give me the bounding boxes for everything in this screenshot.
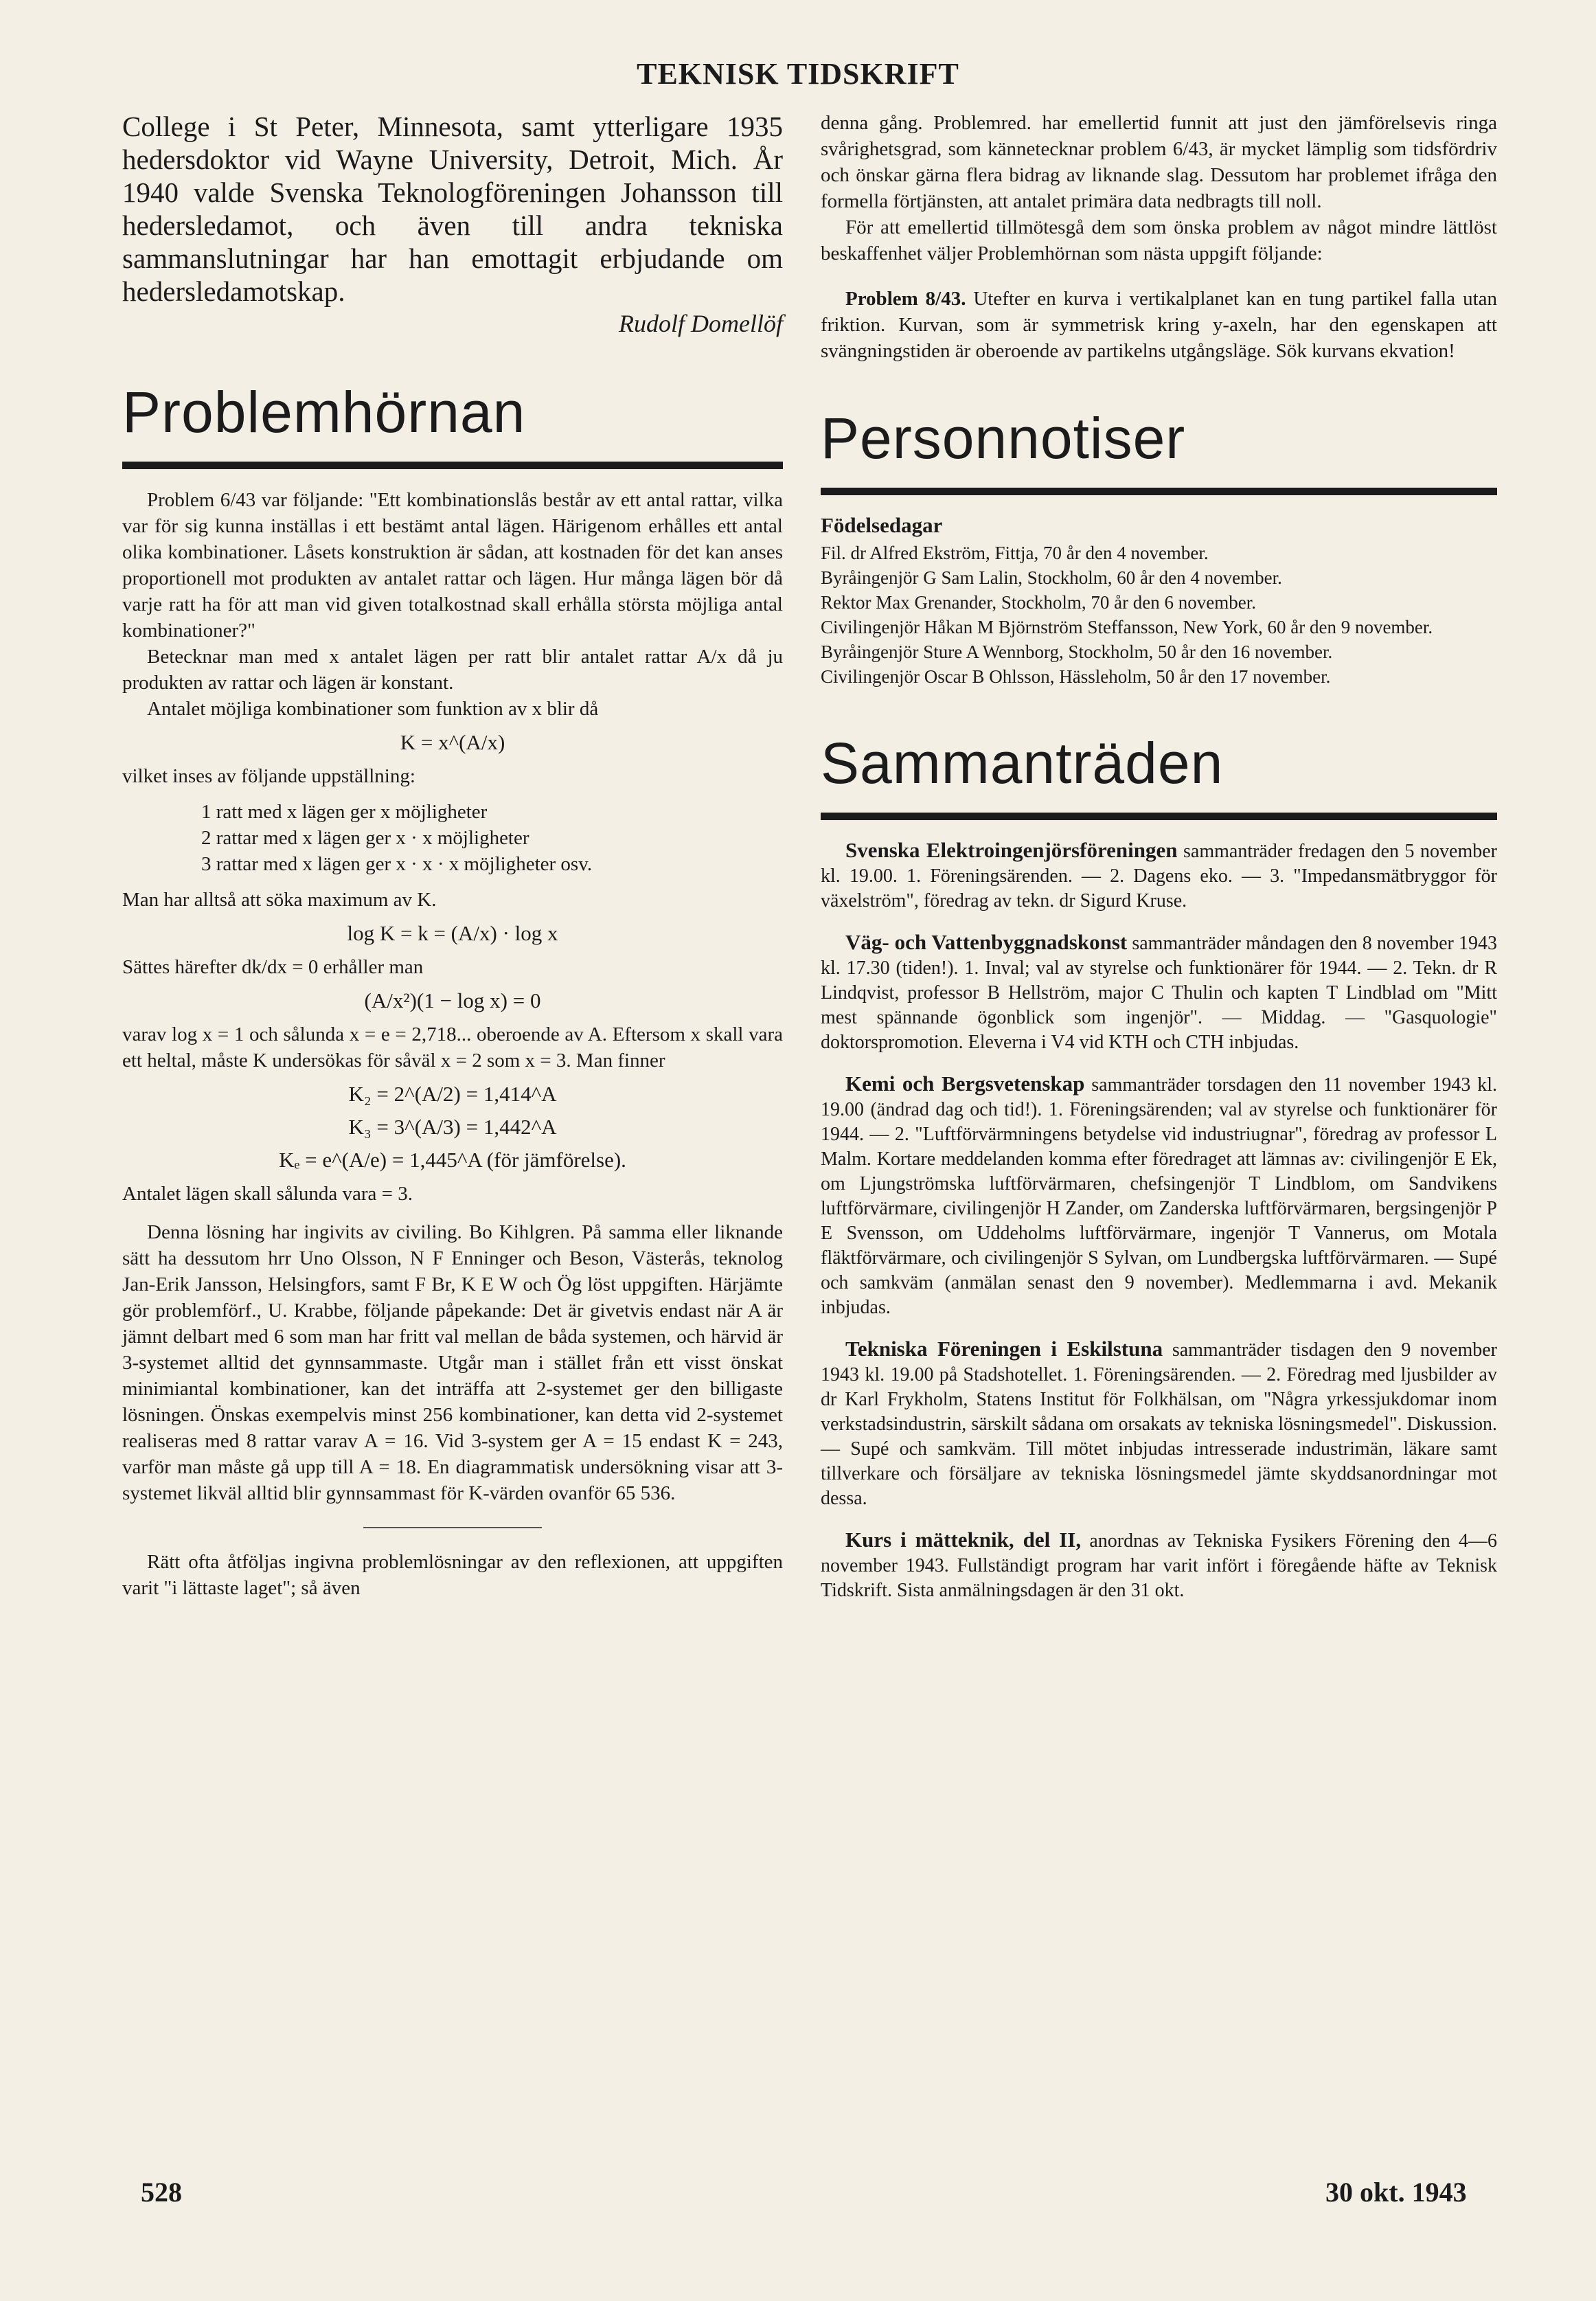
section-heading-problemhornan: Problemhörnan [122,380,526,444]
equation: (A/x²)(1 − log x) = 0 [364,988,541,1012]
birthday-entry: Byråingenjör Sture A Wennborg, Stockholm, 50 år den 16 november. [821,642,1333,662]
meeting-entry [821,1072,1497,1320]
enumeration-list [122,799,783,877]
heading-rule [821,813,1497,820]
organization-name: Kemi och Bergsvetenskap [845,1072,1085,1096]
meeting-entry [821,838,1497,914]
issue-date: 30 okt. 1943 [1325,2177,1467,2208]
organization-name: Tekniska Föreningen i Eskilstuna [845,1337,1163,1361]
meeting-entry [821,1528,1497,1603]
section-heading-sammantraden: Sammanträden [821,731,1224,795]
meeting-text: sammanträder fredagen den 5 november kl. 19.00. 1. Föreningsärenden. — 2. Dagens eko. — 3. "Impedansmätbryggor för växelström", föredrag av tekn. dr Sigurd Kruse. [821,841,1497,911]
paragraph: Rätt ofta åtföljas ingivna problemlösningar av den reflexionen, att uppgiften varit "i lättaste laget"; så även [122,1551,783,1599]
list-item: 3 rattar med x lägen ger x · x · x möjligheter osv. [201,853,593,875]
organization-name: Väg- och Vattenbyggnadskonst [845,930,1128,954]
subheading-birthdays: Födelsedagar [821,513,943,537]
meeting-text: sammanträder måndagen den 8 november 1943 kl. 17.30 (tiden!). 1. Inval; val av styrelse och funktionärer för 1944. — 2. Tekn. dr R Lindqvist, professor B Hellström, major C Thulin och kapten T Lindblad om "Mitt mest spännande ögonblick som ingenjör". — Middag. — "Gasquologie" doktorspromotion. Eleverna i V4 vid KTH och CTH inbjudas. [821,933,1497,1053]
birthday-entry: Civilingenjör Oscar B Ohlsson, Hässleholm, 50 år den 17 november. [821,666,1331,687]
meeting-text: anordnas av Tekniska Fysikers Förening den 4—6 november 1943. Fullständigt program har varit infört i föregående häfte av Teknisk Tidskrift. Sista anmälningsdagen är den 31 okt. [821,1530,1497,1601]
birthday-entry: Byråingenjör G Sam Lalin, Stockholm, 60 år den 4 november. [821,567,1282,588]
equation: K = x^(A/x) [400,730,505,754]
birthday-entry: Fil. dr Alfred Ekström, Fittja, 70 år den 4 november. [821,543,1209,563]
signature: Rudolf Domellöf [619,310,783,337]
equation: K₂ = 2^(A/2) = 1,414^A [348,1082,557,1106]
birthday-entry: Civilingenjör Håkan M Björnström Steffansson, New York, 60 år den 9 november. [821,617,1433,637]
page-number: 528 [141,2177,182,2208]
meeting-text: sammanträder torsdagen den 11 november 1943 kl. 19.00 (ändrad dag och tid!). 1. Föreningsärenden; val av styrelse och funktionärer för 1944. — 2. "Luftförvärmningens betydelse vid industriugnar", föredrag av professor L Malm. Kortare meddelanden komma efter föredraget att lämnas av: civilingenjör E Ek, om Ljungströmska luftförvärmaren, chefsingenjör T Lindblom, om Sandvikens luftförvärmare, civilingenjör H Zander, om Zanderska luftförvärmaren, bergsingenjör P E Svensson, om Uddeholms luftförvärmare, ingenjör T Vannerus, om Motala fläktförvärmare, och civilingenjör S Sylvan, om Lundbergska luftförvärmaren. — Supé och samkväm (anmälan senast den 9 november). Medlemmarna i avd. Mekanik inbjudas. [821,1074,1498,1318]
meeting-entry [821,930,1497,1055]
organization-name: Svenska Elektroingenjörsföreningen [845,838,1178,862]
new-problem [821,286,1497,364]
equation: K₃ = 3^(A/3) = 1,442^A [348,1115,557,1139]
paragraph: Sättes härefter dk/dx = 0 erhåller man [122,956,424,978]
equation: Kₑ = e^(A/e) = 1,445^A (för jämförelse). [279,1148,626,1172]
paragraph: Betecknar man med x antalet lägen per ratt blir antalet rattar A/x då ju produkten av rattar och lägen är konstant. [122,646,783,694]
problem-label: Problem 8/43. [845,288,966,310]
section-heading-personnotiser: Personnotiser [821,406,1186,471]
meeting-entry [821,1337,1497,1511]
paragraph: Antalet lägen skall sålunda vara = 3. [122,1183,413,1205]
paragraph: Denna lösning har ingivits av civiling. Bo Kihlgren. På samma eller liknande sätt ha dessutom hrr Uno Olsson, N F Enninger och Beson, Västerås, teknolog Jan-Erik Jansson, Helsingfors, samt F Br, K E W och Ög löst uppgiften. Härjämte gör problemförf., U. Krabbe, följande påpekande: Det är givetvis endast när A är jämnt delbart med 6 som man har fritt val mellan de båda systemen, och härvid är 3-systemet alltid det gynnsammaste. Utgår man i stället från ett visst önskat minimiantal kombinationer, kan det inträffa att 2-systemet ger den billigaste lösningen. Önskas exempelvis minst 256 kombinationer, kan detta vid 2-systemet realiseras med 8 rattar varav A = 16. Vid 3-system ger A = 15 endast K = 243, varför man måste gå upp till A = 18. En diagrammatisk undersökning visar att 3-systemet likväl alltid blir gynnsammast för K-värden ovanför 65 536. [122,1221,783,1504]
meeting-text: sammanträder tisdagen den 9 november 1943 kl. 19.00 på Stadshotellet. 1. Föreningsärenden. — 2. Föredrag med ljusbilder av dr Karl Frykholm, Statens Institut för Folkhälsan, om "Några yrkessjukdomar inom verkstadsindustrin, särskilt sådana om orsakats av tekniska lösningsmedel". Diskussion. — Supé och samkväm. Till mötet inbjudas intresserade industrimän, läkare samt tillverkare och försäljare av tekniska lösningsmedel jämte skyddsanordningar mot dessa. [821,1339,1498,1509]
birthday-entry: Rektor Max Grenander, Stockholm, 70 år den 6 november. [821,592,1257,613]
equation: log K = k = (A/x) · log x [347,921,558,945]
paragraph: Antalet möjliga kombinationer som funktion av x blir då [147,698,599,720]
paragraph: vilket inses av följande uppställning: [122,765,415,787]
paragraph: denna gång. Problemred. har emellertid funnit att just den jämförelsevis ringa svårighetsgrad, som kännetecknar problem 6/43, är mycket lämplig som tidsfördriv och önskar gärna flera bidrag av liknande slag. Dessutom har problemet ifråga den formella förtjänsten, att antalet primära data nedbragts till noll. [821,112,1497,212]
journal-header: TEKNISK TIDSKRIFT [637,57,959,91]
intro-paragraph: College i St Peter, Minnesota, samt ytterligare 1935 hedersdoktor vid Wayne University, Detroit, Mich. År 1940 valde Svenska Teknologföreningen Johansson till hedersledamot, och även till andra tekniska sammanslutningar har han emottagit erbjudande om hedersledamotskap. [122,111,783,307]
paragraph: För att emellertid tillmötesgå dem som önska problem av något mindre lättlöst beskaffenhet väljer Problemhörnan som nästa uppgift följande: [821,216,1497,264]
problem-text: Utefter en kurva i vertikalplanet kan en tung partikel falla utan friktion. Kurvan, som är symmetrisk kring y-axeln, har den egenskapen att svängningstiden är oberoende av partikelns utgångsläge. Sök kurvans ekvation! [821,288,1497,362]
left-column [122,110,783,1601]
list-item: 1 ratt med x lägen ger x möjligheter [201,801,488,823]
problem-paragraph: Problem 6/43 var följande: "Ett kombinationslås består av ett antal rattar, vilka var för sig kunna inställas i ett bestämt antal lägen. Härigenom erhålles ett antal olika kombinationer. Låsets konstruktion är sådan, att kostnaden för det kan anses proportionell mot produkten av antalet rattar och lägen. Hur många lägen bör då varje ratt ha för att man vid given totalkostnad skall erhålla största möjliga antal kombinationer?" [122,489,783,642]
heading-rule [821,488,1497,495]
paragraph: varav log x = 1 och sålunda x = e = 2,718... oberoende av A. Eftersom x skall vara ett heltal, måste K undersökas för såväl x = 2 som x = 3. Man finner [122,1023,783,1072]
paragraph: Man har alltså att söka maximum av K. [122,889,437,911]
divider [363,1527,542,1528]
organization-name: Kurs i mätteknik, del II, [845,1528,1082,1552]
right-column [821,110,1497,1603]
list-item: 2 rattar med x lägen ger x · x möjligheter [201,827,529,849]
heading-rule [122,462,783,469]
